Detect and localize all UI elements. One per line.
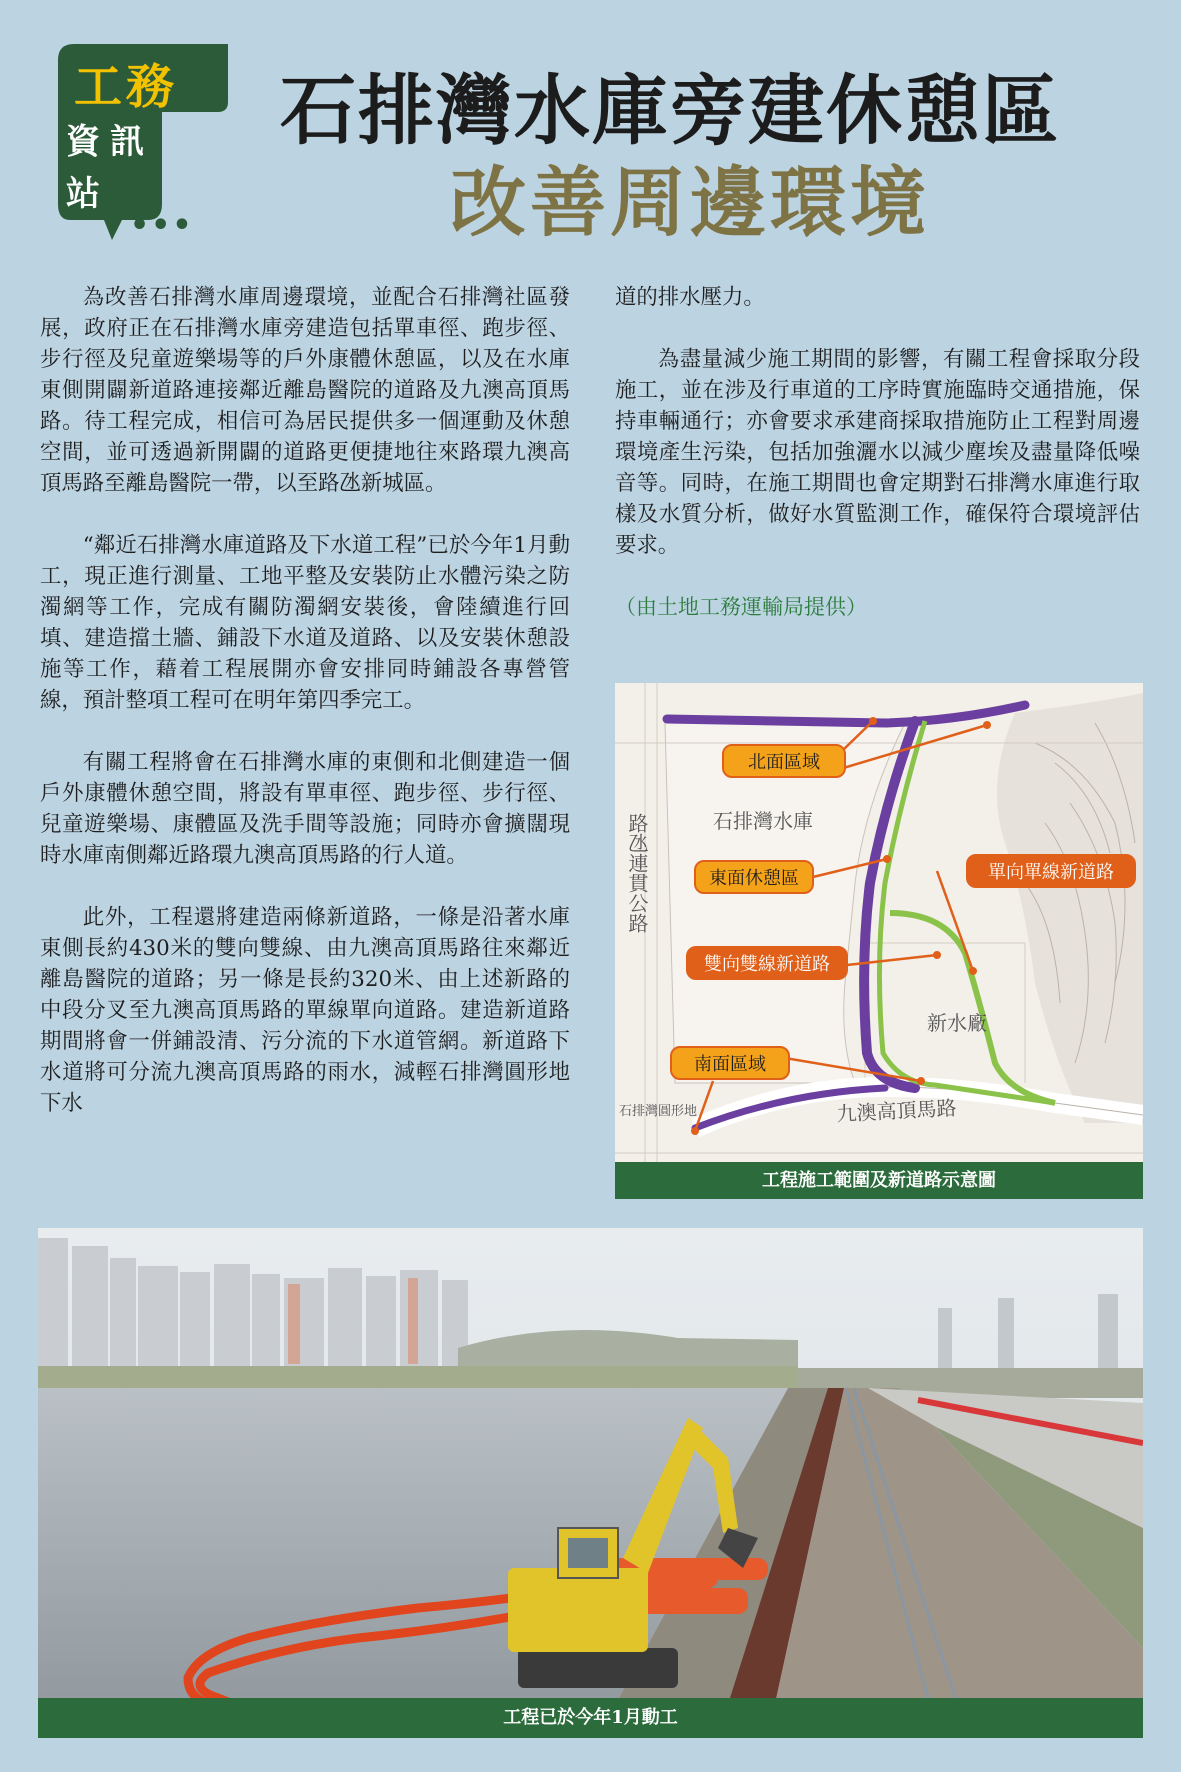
project-map — [615, 683, 1143, 1199]
map-label-oneway — [967, 855, 1135, 887]
paragraph: 有關工程將會在石排灣水庫的東側和北側建造一個戶外康體休憩空間，將設有單車徑、跑步徑、步行徑、兒童遊樂場、康體區及洗手間等設施；同時亦會擴闊現時水庫南側鄰近路環九澳高頂馬路的行人道。 — [40, 750, 570, 868]
map-label-south — [671, 1047, 789, 1079]
article-column-1 — [40, 282, 570, 1150]
badge-line-1: 工務 — [74, 59, 179, 115]
label-oneway-text: 單向單線新道路 — [988, 862, 1114, 883]
headline: 石排灣水庫旁建休憩區 — [280, 66, 1060, 155]
photo-illustration — [38, 1228, 1143, 1736]
map-label-twoway — [687, 947, 847, 979]
map-place-waterworks: 新水廠 — [927, 1011, 987, 1035]
paragraph: “鄰近石排灣水庫道路及下水道工程”已於今年1月動工，現正進行測量、工地平整及安裝防止水體污染之防濁網等工作，完成有關防濁網安裝後，會陸續進行回填、建造擋土牆、鋪設下水道及道路、以及安裝休憩設施等工作，藉着工程展開亦會安排同時鋪設各專營管線，預計整項工程可在明年第四季完工。 — [40, 533, 570, 713]
label-south-text: 南面區域 — [694, 1054, 766, 1075]
map-place-road: 九澳高頂馬路 — [836, 1095, 958, 1126]
paragraph: 此外，工程還將建造兩條新道路，一條是沿著水庫東側長約430米的雙向雙線、由九澳高頂馬路往來鄰近離島醫院的道路；另一條是長約320米、由上述新路的中段分叉至九澳高頂馬路的單線單向道路。建造新道路期間將會一併鋪設清、污分流的下水道管網。新道路下水道將可分流九澳高頂馬路的雨水，減輕石排灣圓形地下水 — [40, 905, 570, 1116]
map-label-north — [723, 745, 845, 777]
map-drawing — [615, 683, 1143, 1199]
badge-line-3: 站 — [66, 174, 100, 214]
map-label-east — [695, 861, 813, 893]
paragraph: 為盡量減少施工期間的影響，有關工程會採取分段施工，並在涉及行車道的工序時實施臨時交通措施，保持車輛通行；亦會要求承建商採取措施防止工程對周邊環境產生污染，包括加強灑水以減少塵埃及盡量降低噪音等。同時，在施工期間也會定期對石排灣水庫進行取樣及水質分析，做好水質監測工作，確保符合環境評估要求。 — [615, 347, 1140, 558]
map-place-reservoir: 石排灣水庫 — [713, 809, 813, 833]
construction-photo — [38, 1228, 1143, 1736]
photo-caption: 工程已於今年1月動工 — [38, 1698, 1143, 1738]
map-caption: 工程施工範圍及新道路示意圖 — [615, 1162, 1143, 1199]
label-north-text: 北面區域 — [748, 752, 820, 773]
label-east-text: 東面休憩區 — [709, 868, 799, 889]
column-badge — [52, 44, 228, 243]
map-place-roundabout: 石排灣圓形地 — [619, 1104, 698, 1119]
article-column-2 — [615, 282, 1140, 654]
paragraph-continuation: 道的排水壓力。 — [615, 285, 765, 310]
map-place-cotai: 路氹連貫公路 — [625, 813, 649, 933]
credit-line: （由土地工務運輸局提供） — [615, 595, 867, 619]
label-twoway-text: 雙向雙線新道路 — [704, 954, 830, 975]
badge-dots: ••• — [130, 208, 194, 243]
paragraph: 為改善石排灣水庫周邊環境，並配合石排灣社區發展，政府正在石排灣水庫旁建造包括單車徑、跑步徑、步行徑及兒童遊樂場等的戶外康體休憩區，以及在水庫東側開闢新道路連接鄰近離島醫院的道路及九澳高頂馬路。待工程完成，相信可為居民提供多一個運動及休憩空間，並可透過新開闢的道路更便捷地往來路環九澳高頂馬路至離島醫院一帶，以至路氹新城區。 — [40, 285, 570, 496]
subheadline: 改善周邊環境 — [450, 158, 930, 247]
badge-line-2: 資訊 — [66, 122, 154, 162]
